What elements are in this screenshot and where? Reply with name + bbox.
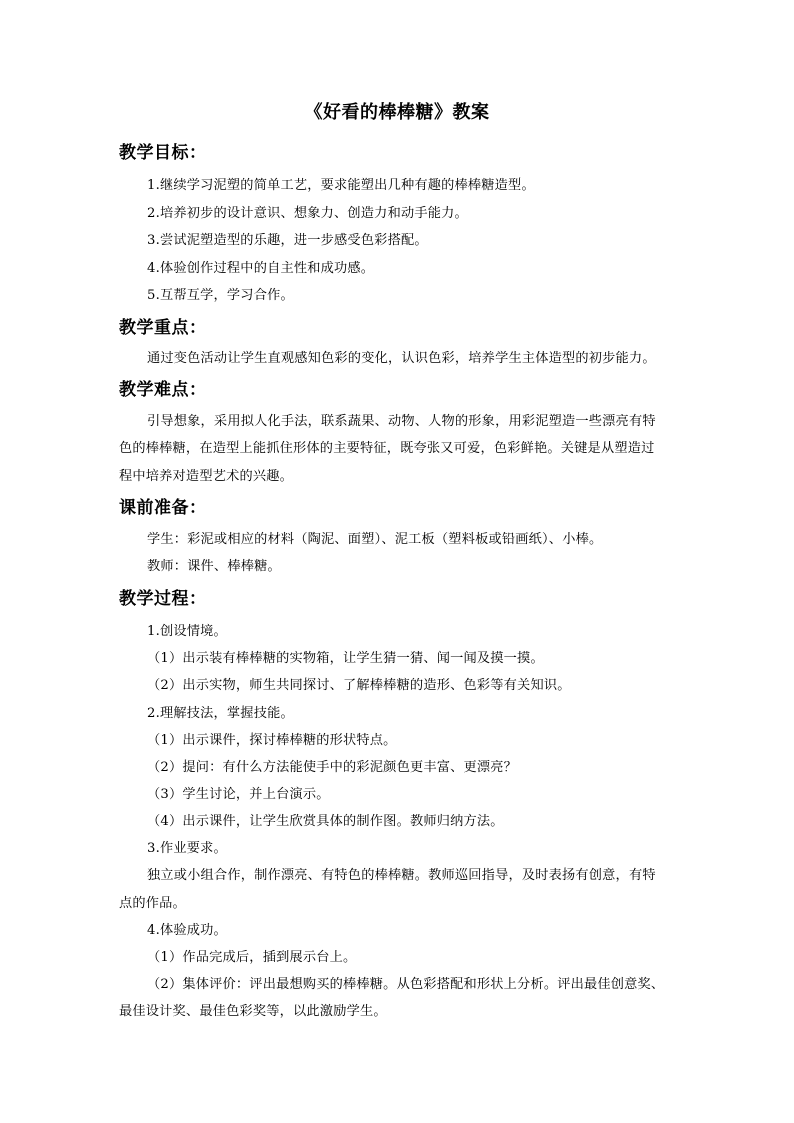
difficulty-line: 程中培养对造型艺术的兴趣。 [119,469,294,484]
difficulty-line: 引导想象，采用拟人化手法，联系蔬果、动物、人物的形象，用彩泥塑造一些漂亮有特 [147,414,656,429]
process-line: 点的作品。 [119,896,186,911]
heading-preparation: 课前准备： [119,498,207,518]
goal-line: 1.继续学习泥塑的简单工艺，要求能塑出几种有趣的棒棒糖造型。 [147,178,535,193]
goal-line: 3.尝试泥塑造型的乐趣，进一步感受色彩搭配。 [147,233,428,248]
process-line: （4）出示课件，让学生欣赏具体的制作图。教师归纳方法。 [147,814,504,829]
process-line: 3.作业要求。 [147,841,227,856]
difficulty-line: 色的棒棒糖，在造型上能抓住形体的主要特征，既夸张又可爱，色彩鲜艳。关键是从塑造过 [119,441,655,456]
process-line: 4.体验成功。 [147,923,227,938]
process-line: 独立或小组合作，制作漂亮、有特色的棒棒糖。教师巡回指导，及时表扬有创意，有特 [147,868,656,883]
heading-teaching-goals: 教学目标： [119,143,207,163]
process-line: （2）集体评价：评出最想购买的棒棒糖。从色彩搭配和形状上分析。评出最佳创意奖、 [147,977,665,992]
process-line: （1）作品完成后，插到展示台上。 [147,950,357,965]
process-line: 1.创设情境。 [147,624,227,639]
keypoint-line: 通过变色活动让学生直观感知色彩的变化，认识色彩，培养学生主体造型的初步能力。 [147,351,656,366]
heading-difficulties: 教学难点： [119,380,207,400]
goal-line: 4.体验创作过程中的自主性和成功感。 [147,261,375,276]
process-line: （3）学生讨论，并上台演示。 [147,787,330,802]
preparation-line: 学生：彩泥或相应的材料（陶泥、面塑）、泥工板（塑料板或铅画纸）、小棒。 [147,532,603,547]
goal-line: 2.培养初步的设计意识、想象力、创造力和动手能力。 [147,206,468,221]
goal-line: 5.互帮互学，学习合作。 [147,288,294,303]
process-line: （2）出示实物，师生共同探讨、了解棒棒糖的造形、色彩等有关知识。 [147,678,571,693]
heading-key-points: 教学重点： [119,318,207,338]
preparation-line: 教师：课件、棒棒糖。 [147,559,281,574]
process-line: （1）出示装有棒棒糖的实物箱，让学生猜一猜、闻一闻及摸一摸。 [147,651,544,666]
document-title: 《好看的棒棒糖》教案 [304,102,490,123]
process-line: 2.理解技法，掌握技能。 [147,706,294,721]
process-line: （2）提问：有什么方法能使手中的彩泥颜色更丰富、更漂亮？ [147,760,518,775]
process-line: （1）出示课件，探讨棒棒糖的形状特点。 [147,733,397,748]
heading-teaching-process: 教学过程： [119,589,207,609]
process-line: 最佳设计奖、最佳色彩奖等，以此激励学生。 [119,1004,387,1019]
